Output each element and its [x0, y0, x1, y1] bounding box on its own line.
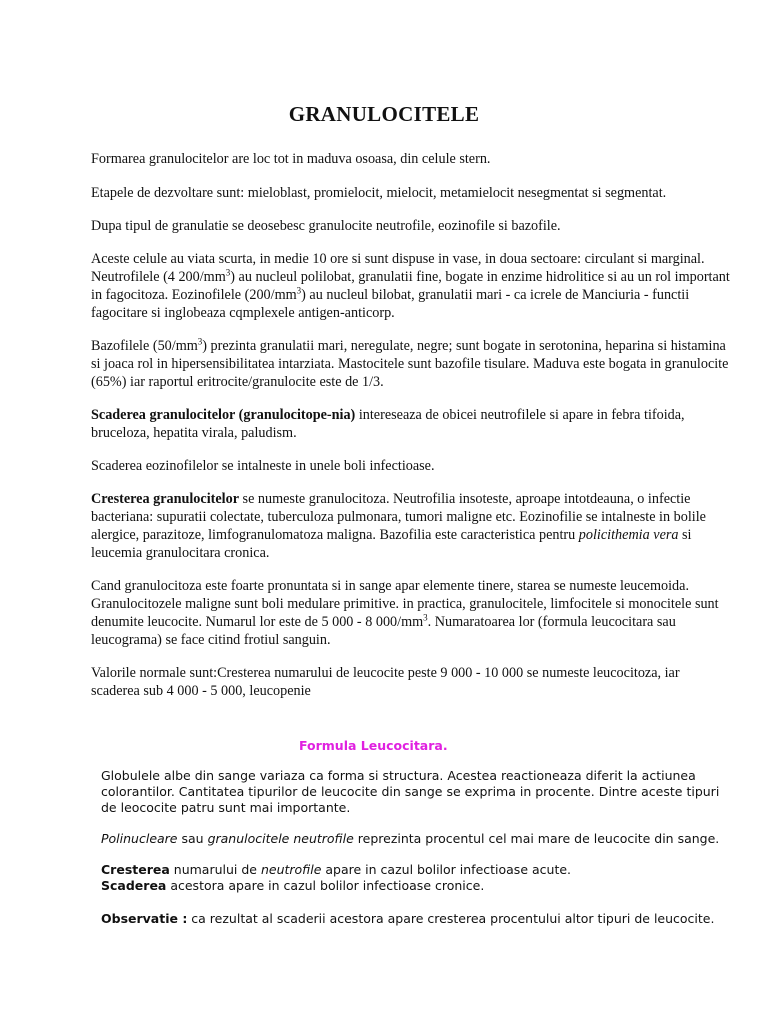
superscript: 3 [423, 612, 428, 623]
text-run: acestora apare in cazul bolilor infectioase cronice. [166, 878, 485, 893]
formula-paragraph-intro: Globulele albe din sange variaza ca forma si structura. Acestea reactioneaza diferit la actiunea colorantilor. Cantitatea tipurilor de leucocite din sange se exprima in procente. Dintre aceste tipuri de leococite patru sunt mai importante. [101, 768, 720, 815]
text-run: Bazofilele (50/mm [91, 338, 198, 354]
text-run: Aceste celule au viata scurta, in medie 10 ore si sunt dispuse in vase, in doua sectoare: circulant si marginal. Neutrofilele (4 200/mm [91, 251, 705, 285]
bold-term: Scaderea granulocitelor (granulocitope-nia) [91, 407, 356, 423]
bold-term: Observatie : [101, 911, 188, 926]
text-run: ) prezinta granulatii mari, neregulate, negre; sunt bogate in serotonina, heparina si histamina si joaca rol in hipersensibilitatea intarziata. Mastocitele sunt bazofile tisulare. Maduva este bogata in granulocite (65%) iar raportul eritrocite/granulocite este de 1/3. [91, 338, 729, 390]
text-run: ca rezultat al scaderii acestora apare cresterea procentului altor tipuri de leucocite. [187, 911, 715, 926]
bold-term: Scaderea [101, 878, 167, 893]
text-run: intereseaza de obicei neutrofilele si apare in febra tifoida, bruceloza, hepatita virala, paludism. [91, 407, 685, 441]
text-run: sau [177, 831, 208, 846]
text-run: se numeste granulocitoza. Neutrofilia insoteste, aproape intotdeauna, o infectie bacteriana: supuratii colectate, tuberculoza pulmonara, tumori maligne etc. Eozinofilie se intalneste in bolile alergice, parazitoze, limfogranulomatoza maligna. Bazofilia este caracteristica pentru [91, 491, 706, 543]
paragraph-stages: Etapele de dezvoltare sunt: mieloblast, promielocit, mielocit, metamielocit nesegmentat si segmentat. [91, 185, 667, 201]
bold-term: Cresterea [101, 862, 170, 877]
italic-term: policithemia vera [578, 527, 679, 543]
paragraph-increase [91, 490, 731, 562]
text-run: apare in cazul bolilor infectioase acute. [321, 862, 572, 877]
paragraph-normal-values: Valorile normale sunt:Cresterea numarului de leucocite peste 9 000 - 10 000 se numeste leucocitoza, iar scaderea sub 4 000 - 5 000, leucopenie [91, 665, 680, 699]
formula-paragraph-polinucleare [101, 831, 731, 847]
document-body [91, 150, 731, 715]
text-run: . Numaratoarea lor (formula leucocitara sau leucograma) se face citind frotiul sanguin. [91, 614, 676, 648]
page-title: GRANULOCITELE [288, 102, 480, 126]
text-run: reprezinta procentul cel mai mare de leucocite din sange. [353, 831, 720, 846]
bold-term: Cresterea granulocitelor [91, 491, 239, 507]
paragraph-leukemoid [91, 577, 731, 649]
text-run: si leucemia granulocitara cronica. [91, 527, 692, 561]
paragraph-eosinophil-decrease: Scaderea eozinofilelor se intalneste in unele boli infectioase. [91, 458, 435, 474]
paragraph-basophils [91, 337, 731, 391]
text-run: numarului de [169, 862, 261, 877]
superscript: 3 [197, 336, 203, 347]
text-run: Cand granulocitoza este foarte pronuntata si in sange apar elemente tinere, starea se numeste leucemoida. Granulocitozele maligne sunt boli medulare primitive. in practica, granulocitele, limfocitele si monocitele sunt denumite leucocite. Numarul lor este de 5 000 - 8 000/mm [91, 578, 719, 630]
formula-section [101, 768, 731, 942]
paragraph-decrease [91, 406, 731, 442]
formula-paragraph-increase [101, 862, 731, 878]
paragraph-lifespan [91, 250, 731, 322]
superscript: 3 [225, 267, 231, 278]
formula-paragraph-observation [101, 911, 731, 927]
paragraph-formation: Formarea granulocitelor are loc tot in maduva osoasa, din celule stern. [91, 151, 491, 167]
formula-paragraph-decrease [101, 878, 731, 894]
section-heading-formula: Formula Leucocitara. [299, 738, 448, 753]
superscript: 3 [296, 285, 302, 296]
italic-term: neutrofile [260, 862, 322, 877]
paragraph-types: Dupa tipul de granulatie se deosebesc granulocite neutrofile, eozinofile si bazofile. [91, 218, 561, 234]
italic-term: granulocitele neutrofile [207, 831, 354, 846]
text-run: ) au nucleul bilobat, granulatii mari - ca icrele de Manciuria - functii fagocitare si inglobeaza cqmplexele antigen-anticorp. [91, 287, 690, 321]
italic-term: Polinucleare [101, 831, 178, 846]
text-run: ) au nucleul polilobat, granulatii fine, bogate in enzime hidrolitice si au un rol important in fagocitoza. Eozinofilele (200/mm [91, 269, 730, 303]
